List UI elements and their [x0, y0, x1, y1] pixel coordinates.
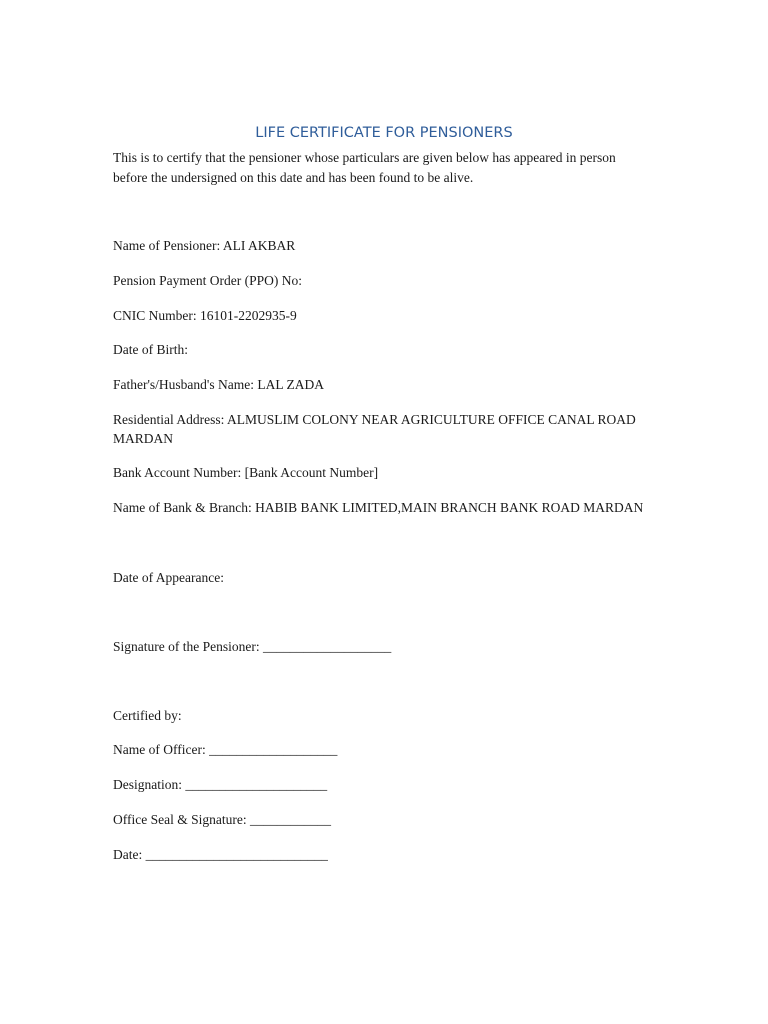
pensioner-signature-field: Signature of the Pensioner: ___________________	[113, 639, 392, 654]
father-husband-name-field: Father's/Husband's Name: LAL ZADA	[113, 377, 324, 392]
date-of-birth-field: Date of Birth:	[113, 342, 188, 357]
bank-account-number-field: Bank Account Number: [Bank Account Number]	[113, 465, 379, 480]
intro-paragraph: This is to certify that the pensioner whose particulars are given below has appeared in person before the undersigned on this date and has been found to be alive.	[113, 150, 616, 185]
document-title: LIFE CERTIFICATE FOR PENSIONERS	[255, 125, 513, 141]
office-seal-signature-field: Office Seal & Signature: ____________	[113, 812, 331, 827]
designation-field: Designation: _____________________	[113, 777, 328, 792]
cnic-number-field: CNIC Number: 16101-2202935-9	[113, 308, 297, 323]
pensioner-name-field: Name of Pensioner: ALI AKBAR	[113, 238, 296, 253]
date-of-appearance-field: Date of Appearance:	[113, 570, 224, 585]
residential-address-field: Residential Address: ALMUSLIM COLONY NEAR AGRICULTURE OFFICE CANAL ROAD MARDAN	[113, 412, 636, 446]
ppo-number-field: Pension Payment Order (PPO) No:	[113, 273, 302, 288]
bank-branch-field: Name of Bank & Branch: HABIB BANK LIMITED,MAIN BRANCH BANK ROAD MARDAN	[113, 500, 644, 515]
officer-name-field: Name of Officer: ___________________	[113, 742, 338, 757]
date-field: Date: ___________________________	[113, 847, 328, 862]
certified-by-label: Certified by:	[113, 708, 182, 723]
